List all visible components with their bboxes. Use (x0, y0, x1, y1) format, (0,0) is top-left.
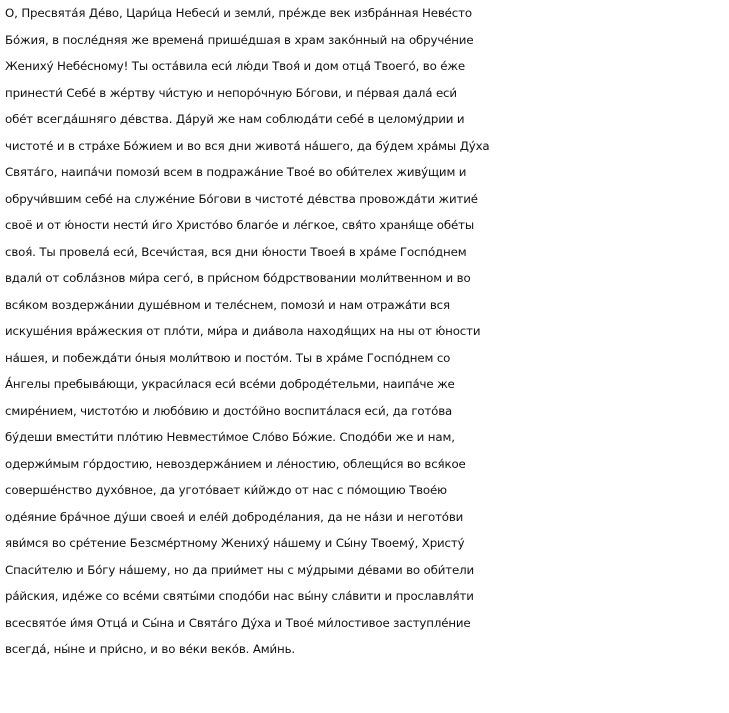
text-line: смире́нием, чистото́ю и любо́вию и досто́йно воспита́лася еси́, да гото́ва (5, 403, 453, 418)
text-line: обе́т всегда́шняго де́вства. Да́руй же нам соблюда́ти себе́ в целому́дрии и (5, 112, 465, 126)
text-line: вдали́ от собла́знов ми́ра сего́, в при́сном бо́дрствовании моли́твенном и во (5, 271, 471, 285)
prayer-text (5, 0, 727, 663)
text-line: Свята́го, наипа́чи помози́ всем в подража́ние Твое́ во оби́телех живу́щим и (5, 165, 467, 179)
text-line: ра́йския, иде́же со все́ми святы́ми сподо́би нас вы́ну сла́вити и прославля́ти (5, 589, 474, 603)
text-line: принести́ Себе́ в жéртву чи́стую и непоро́чную Бо́гови, и пéрвая дала́ еси́ (5, 85, 457, 100)
text-line: чистоте́ и в стра́хе Бо́жием и во вся дни живота́ на́шего, да бу́дем хра́мы Ду́ха (5, 138, 490, 153)
text-line: своя́. Ты провела́ еси́, Всечи́стая, вся дни ю́ности Твоея́ в хра́ме Госпо́днем (5, 244, 467, 259)
text-line: оде́яние бра́чное ду́ши своея́ и еле́й доброде́лания, да не на́зи и негото́ви (5, 509, 464, 524)
text-line: на́шея, и побежда́ти о́ныя моли́твою и посто́м. Ты в хра́ме Госпо́днем со (5, 350, 451, 365)
text-line: своё и от ю́ности нести́ и́го Христо́во благо́е и ле́гкое, свя́то храня́ще обе́ты (5, 218, 474, 232)
text-line: искуше́ния вра́жеския от пло́ти, ми́ра и диа́вола находя́щих на ны от ю́ности (5, 324, 481, 338)
text-line: А́нгелы пребыва́ющи, украси́лася еси́ все́ми доброде́тельми, наипа́че же (5, 377, 455, 391)
text-line: О, Пресвята́я Де́во, Цари́ца Небеси́ и земли́, пре́жде век избра́нная Неве́сто (5, 6, 472, 20)
text-line: обручи́вшим себе́ на служе́ние Бо́гови в чистоте́ де́вства провожда́ти житие́ (5, 191, 478, 206)
text-line: соверше́нство духо́вное, да угото́вает ки́йждо от нас с по́мощию Твое́ю (5, 483, 447, 497)
text-line: всегда́, ны́не и при́сно, и во ве́ки веко́в. Ами́нь. (5, 642, 295, 656)
text-line: яви́мся во сре́тение Безсме́ртному Жениху́ на́шему и Сы́ну Твоему́, Христу́ (5, 536, 465, 550)
text-line: вся́ком воздержа́нии душе́вном и теле́снем, помози́ и нам отража́ти вся (5, 297, 450, 312)
text-line: Бо́жия, в после́дняя же времена́ пришéдшая в храм зако́нный на обруче́ние (5, 32, 474, 47)
text-line: Жениху́ Небе́сному! Ты оста́вила еси́ лю́ди Твоя́ и дом отца́ Твоего́, во е́же (5, 59, 465, 73)
text-line: Спаси́телю и Бо́гу на́шему, но да прии́мет ны с му́дрыми де́вами во оби́тели (5, 562, 474, 577)
text-line: одержи́мым го́рдостию, невоздержа́нием и ле́ностию, облещи́ся во вся́кое (5, 456, 466, 471)
text-line: всесвято́е и́мя Отца́ и Сы́на и Свята́го Ду́ха и Твое́ ми́лостивое заступле́ние (5, 615, 471, 630)
text-line: бу́деши вмести́ти пло́тию Невмести́мое Сло́во Бо́жие. Сподо́би же и нам, (5, 430, 455, 444)
